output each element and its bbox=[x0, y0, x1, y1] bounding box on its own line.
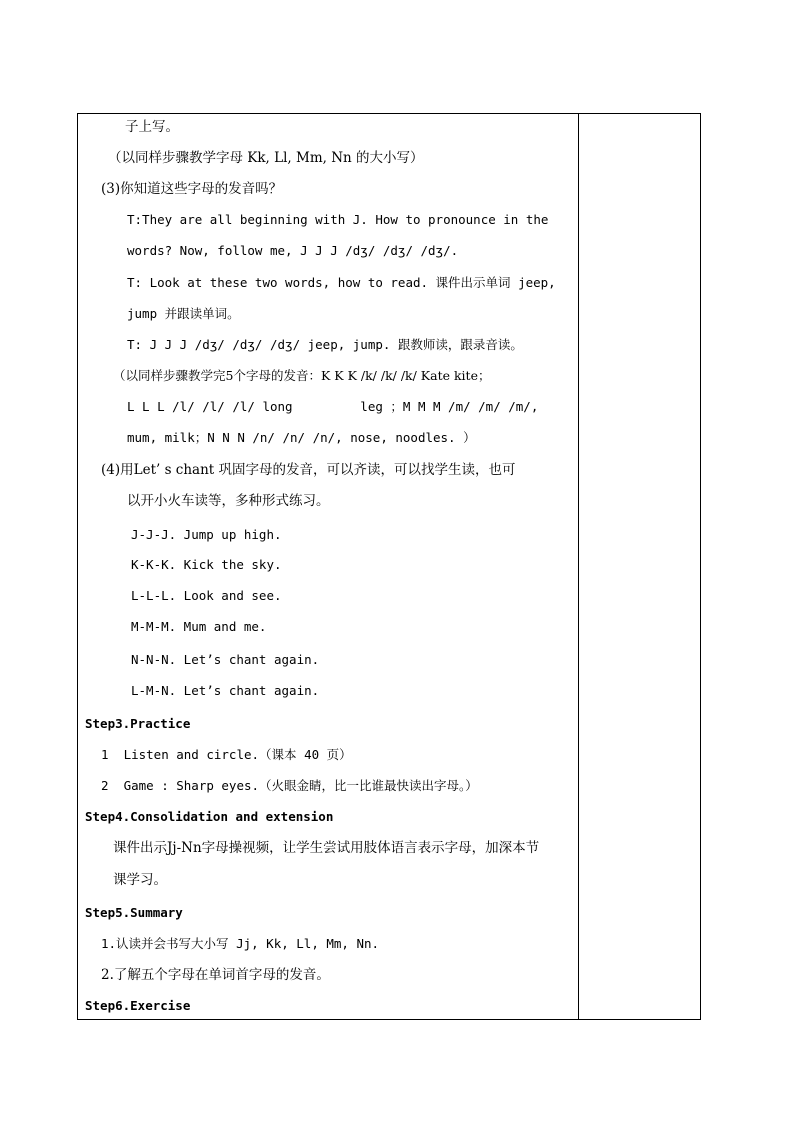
text-line: 2 Game : Sharp eyes.（火眼金睛，比一比谁最快读出字母。） bbox=[101, 778, 478, 793]
text-line: jump 并跟读单词。 bbox=[127, 306, 240, 321]
text-line: （以同样步骤教学完5个字母的发音：K K K /k/ /k/ /k/ Kate kite； bbox=[113, 368, 491, 383]
text-line: 1.认读并会书写大小写 Jj, Kk, Ll, Mm, Nn. bbox=[101, 936, 380, 951]
step-heading: Step3.Practice bbox=[85, 716, 191, 731]
text-line: (4)用Let’ s chant 巩固字母的发音，可以齐读，可以找学生读，也可 bbox=[101, 462, 516, 478]
text-line: T: J J J /dʒ/ /dʒ/ /dʒ/ jeep, jump. 跟教师读，跟录音读。 bbox=[127, 337, 523, 352]
text-line: （以同样步骤教学字母 Kk, Ll, Mm, Nn 的大小写） bbox=[108, 150, 424, 166]
text-line: words? Now, follow me, J J J /dʒ/ /dʒ/ /dʒ/. bbox=[127, 243, 459, 258]
step-heading: Step4.Consolidation and extension bbox=[85, 809, 334, 824]
text-line: 子上写。 bbox=[125, 119, 179, 135]
table-column-divider bbox=[578, 113, 579, 1020]
text-line: T: Look at these two words, how to read. 课件出示单词 jeep, bbox=[127, 275, 556, 290]
chant-line: K-K-K. Kick the sky. bbox=[131, 557, 282, 572]
text-line: 课学习。 bbox=[113, 872, 167, 888]
text-line: 1 Listen and circle.（课本 40 页） bbox=[101, 747, 352, 762]
text-line: mum, milk；N N N /n/ /n/ /n/, nose, noodles. ） bbox=[127, 430, 476, 445]
text-line: T:They are all beginning with J. How to pronounce in the bbox=[127, 212, 549, 227]
chant-line: M-M-M. Mum and me. bbox=[131, 619, 267, 634]
text-line: 课件出示Jj-Nn字母操视频，让学生尝试用肢体语言表示字母，加深本节 bbox=[113, 840, 540, 856]
text-line: 2.了解五个字母在单词首字母的发音。 bbox=[101, 967, 330, 983]
text-line: (3)你知道这些字母的发音吗？ bbox=[101, 181, 283, 197]
chant-line: L-M-N. Let’s chant again. bbox=[131, 683, 320, 698]
text-line: L L L /l/ /l/ /l/ long leg ；M M M /m/ /m/ /m/, bbox=[127, 399, 539, 414]
chant-line: J-J-J. Jump up high. bbox=[131, 527, 282, 542]
chant-line: L-L-L. Look and see. bbox=[131, 588, 282, 603]
chant-line: N-N-N. Let’s chant again. bbox=[131, 652, 320, 667]
step-heading: Step6.Exercise bbox=[85, 998, 191, 1013]
text-line: 以开小火车读等，多种形式练习。 bbox=[127, 493, 330, 509]
step-heading: Step5.Summary bbox=[85, 905, 183, 920]
